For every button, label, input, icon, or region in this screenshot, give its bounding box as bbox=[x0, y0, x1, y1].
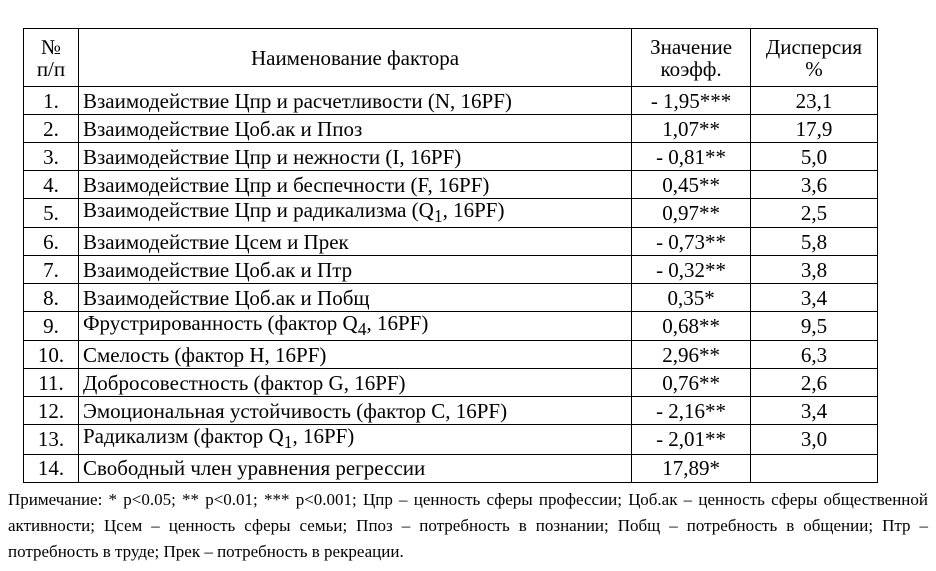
factor-name: Эмоциональная устойчивость (фактор C, 16PF) bbox=[78, 397, 631, 425]
dispersion-value: 2,5 bbox=[751, 199, 878, 228]
dispersion-value: 3,4 bbox=[751, 284, 878, 312]
header-number-line2: п/п bbox=[36, 56, 66, 81]
coefficient-value: - 0,32** bbox=[632, 256, 751, 284]
factor-name-text: Взаимодействие Цпр и радикализма (Q bbox=[82, 198, 434, 222]
factor-name: Взаимодействие Цсем и Прек bbox=[78, 228, 631, 256]
header-dispersion-line1: Дисперсия bbox=[765, 34, 863, 59]
table-row bbox=[24, 312, 878, 341]
table-row bbox=[24, 454, 878, 482]
coefficient-value: 2,96** bbox=[632, 341, 751, 369]
factor-name-text: Радикализм (фактор Q bbox=[82, 424, 284, 449]
factor-name: Взаимодействие Цоб.ак и Ппоз bbox=[78, 115, 631, 143]
row-number: 14. bbox=[24, 454, 79, 482]
row-number: 9. bbox=[24, 312, 79, 341]
coefficient-value: - 1,95*** bbox=[632, 87, 751, 115]
factor-name: Взаимодействие Цпр и расчетливости (N, 16PF) bbox=[78, 87, 631, 115]
header-number bbox=[24, 29, 79, 87]
factor-name: Добросовестность (фактор G, 16PF) bbox=[78, 369, 631, 397]
row-number: 2. bbox=[24, 115, 79, 143]
factor-name-subscript: 4 bbox=[357, 319, 367, 340]
factor-name: Свободный член уравнения регрессии bbox=[78, 454, 631, 482]
row-number: 6. bbox=[24, 228, 79, 256]
factor-name-subscript: 1 bbox=[433, 206, 443, 227]
coefficient-value: 0,68** bbox=[632, 312, 751, 341]
factor-name-suffix: , 16PF) bbox=[292, 424, 355, 449]
dispersion-value: 3,8 bbox=[751, 256, 878, 284]
table-row bbox=[24, 171, 878, 199]
table-row bbox=[24, 115, 878, 143]
row-number: 7. bbox=[24, 256, 79, 284]
table-row bbox=[24, 256, 878, 284]
factor-name bbox=[78, 312, 631, 341]
coefficient-value: - 2,16** bbox=[632, 397, 751, 425]
dispersion-value: 5,8 bbox=[751, 228, 878, 256]
factor-name bbox=[78, 199, 631, 228]
dispersion-value: 9,5 bbox=[751, 312, 878, 341]
dispersion-value: 17,9 bbox=[751, 115, 878, 143]
coefficient-value: - 0,73** bbox=[632, 228, 751, 256]
table-footnote: Примечание: * p<0.05; ** p<0.01; *** p<0.001; Цпр – ценность сферы профессии; Цоб.ак – ценность сферы общественной активности; Цсем – ценность сферы семьи; Ппоз – потребность в познании; Побщ – потребность в общении; Птр – потребность в труде; Прек – потребность в рекреации. bbox=[8, 490, 928, 561]
row-number: 10. bbox=[24, 341, 79, 369]
table-row bbox=[24, 199, 878, 228]
dispersion-value: 3,4 bbox=[751, 397, 878, 425]
coefficient-value: 0,76** bbox=[632, 369, 751, 397]
row-number: 12. bbox=[24, 397, 79, 425]
factor-name-text: Фрустрированность (фактор Q bbox=[82, 311, 358, 336]
table-row bbox=[24, 425, 878, 454]
factor-name: Взаимодействие Цпр и беспечности (F, 16PF) bbox=[78, 171, 631, 199]
dispersion-value: 5,0 bbox=[751, 143, 878, 171]
coefficient-value: - 0,81** bbox=[632, 143, 751, 171]
factor-name: Взаимодействие Цпр и нежности (I, 16PF) bbox=[78, 143, 631, 171]
factor-name: Взаимодействие Цоб.ак и Побщ bbox=[78, 284, 631, 312]
table-header-row bbox=[24, 29, 878, 87]
factor-name: Смелость (фактор H, 16PF) bbox=[78, 341, 631, 369]
header-coefficient bbox=[632, 29, 751, 87]
regression-factors-table bbox=[23, 28, 878, 483]
row-number: 11. bbox=[24, 369, 79, 397]
coefficient-value: 17,89* bbox=[632, 454, 751, 482]
factor-name bbox=[78, 425, 631, 454]
row-number: 5. bbox=[24, 199, 79, 228]
dispersion-value: 3,6 bbox=[751, 171, 878, 199]
factor-name-subscript: 1 bbox=[283, 432, 293, 453]
row-number: 13. bbox=[24, 425, 79, 454]
coefficient-value: 0,45** bbox=[632, 171, 751, 199]
coefficient-value: 1,07** bbox=[632, 115, 751, 143]
table-row bbox=[24, 369, 878, 397]
dispersion-value bbox=[751, 454, 878, 482]
row-number: 8. bbox=[24, 284, 79, 312]
header-coefficient-line1: Значение bbox=[650, 34, 733, 59]
dispersion-value: 23,1 bbox=[751, 87, 878, 115]
coefficient-value: 0,97** bbox=[632, 199, 751, 228]
table-row bbox=[24, 143, 878, 171]
coefficient-value: 0,35* bbox=[632, 284, 751, 312]
table-row bbox=[24, 341, 878, 369]
row-number: 3. bbox=[24, 143, 79, 171]
table-row bbox=[24, 228, 878, 256]
factor-name-suffix: , 16PF) bbox=[442, 198, 505, 222]
dispersion-value: 6,3 bbox=[751, 341, 878, 369]
row-number: 4. bbox=[24, 171, 79, 199]
header-number-line1: № bbox=[40, 34, 61, 59]
table-row bbox=[24, 87, 878, 115]
dispersion-value: 2,6 bbox=[751, 369, 878, 397]
row-number: 1. bbox=[24, 87, 79, 115]
dispersion-value: 3,0 bbox=[751, 425, 878, 454]
header-coefficient-line2: коэфф. bbox=[660, 56, 722, 81]
coefficient-value: - 2,01** bbox=[632, 425, 751, 454]
header-dispersion-line2: % bbox=[805, 56, 823, 81]
factor-name: Взаимодействие Цоб.ак и Птр bbox=[78, 256, 631, 284]
header-factor-name: Наименование фактора bbox=[78, 29, 631, 87]
table-row bbox=[24, 284, 878, 312]
header-dispersion bbox=[751, 29, 878, 87]
factor-name-suffix: , 16PF) bbox=[366, 311, 429, 336]
table-row bbox=[24, 397, 878, 425]
